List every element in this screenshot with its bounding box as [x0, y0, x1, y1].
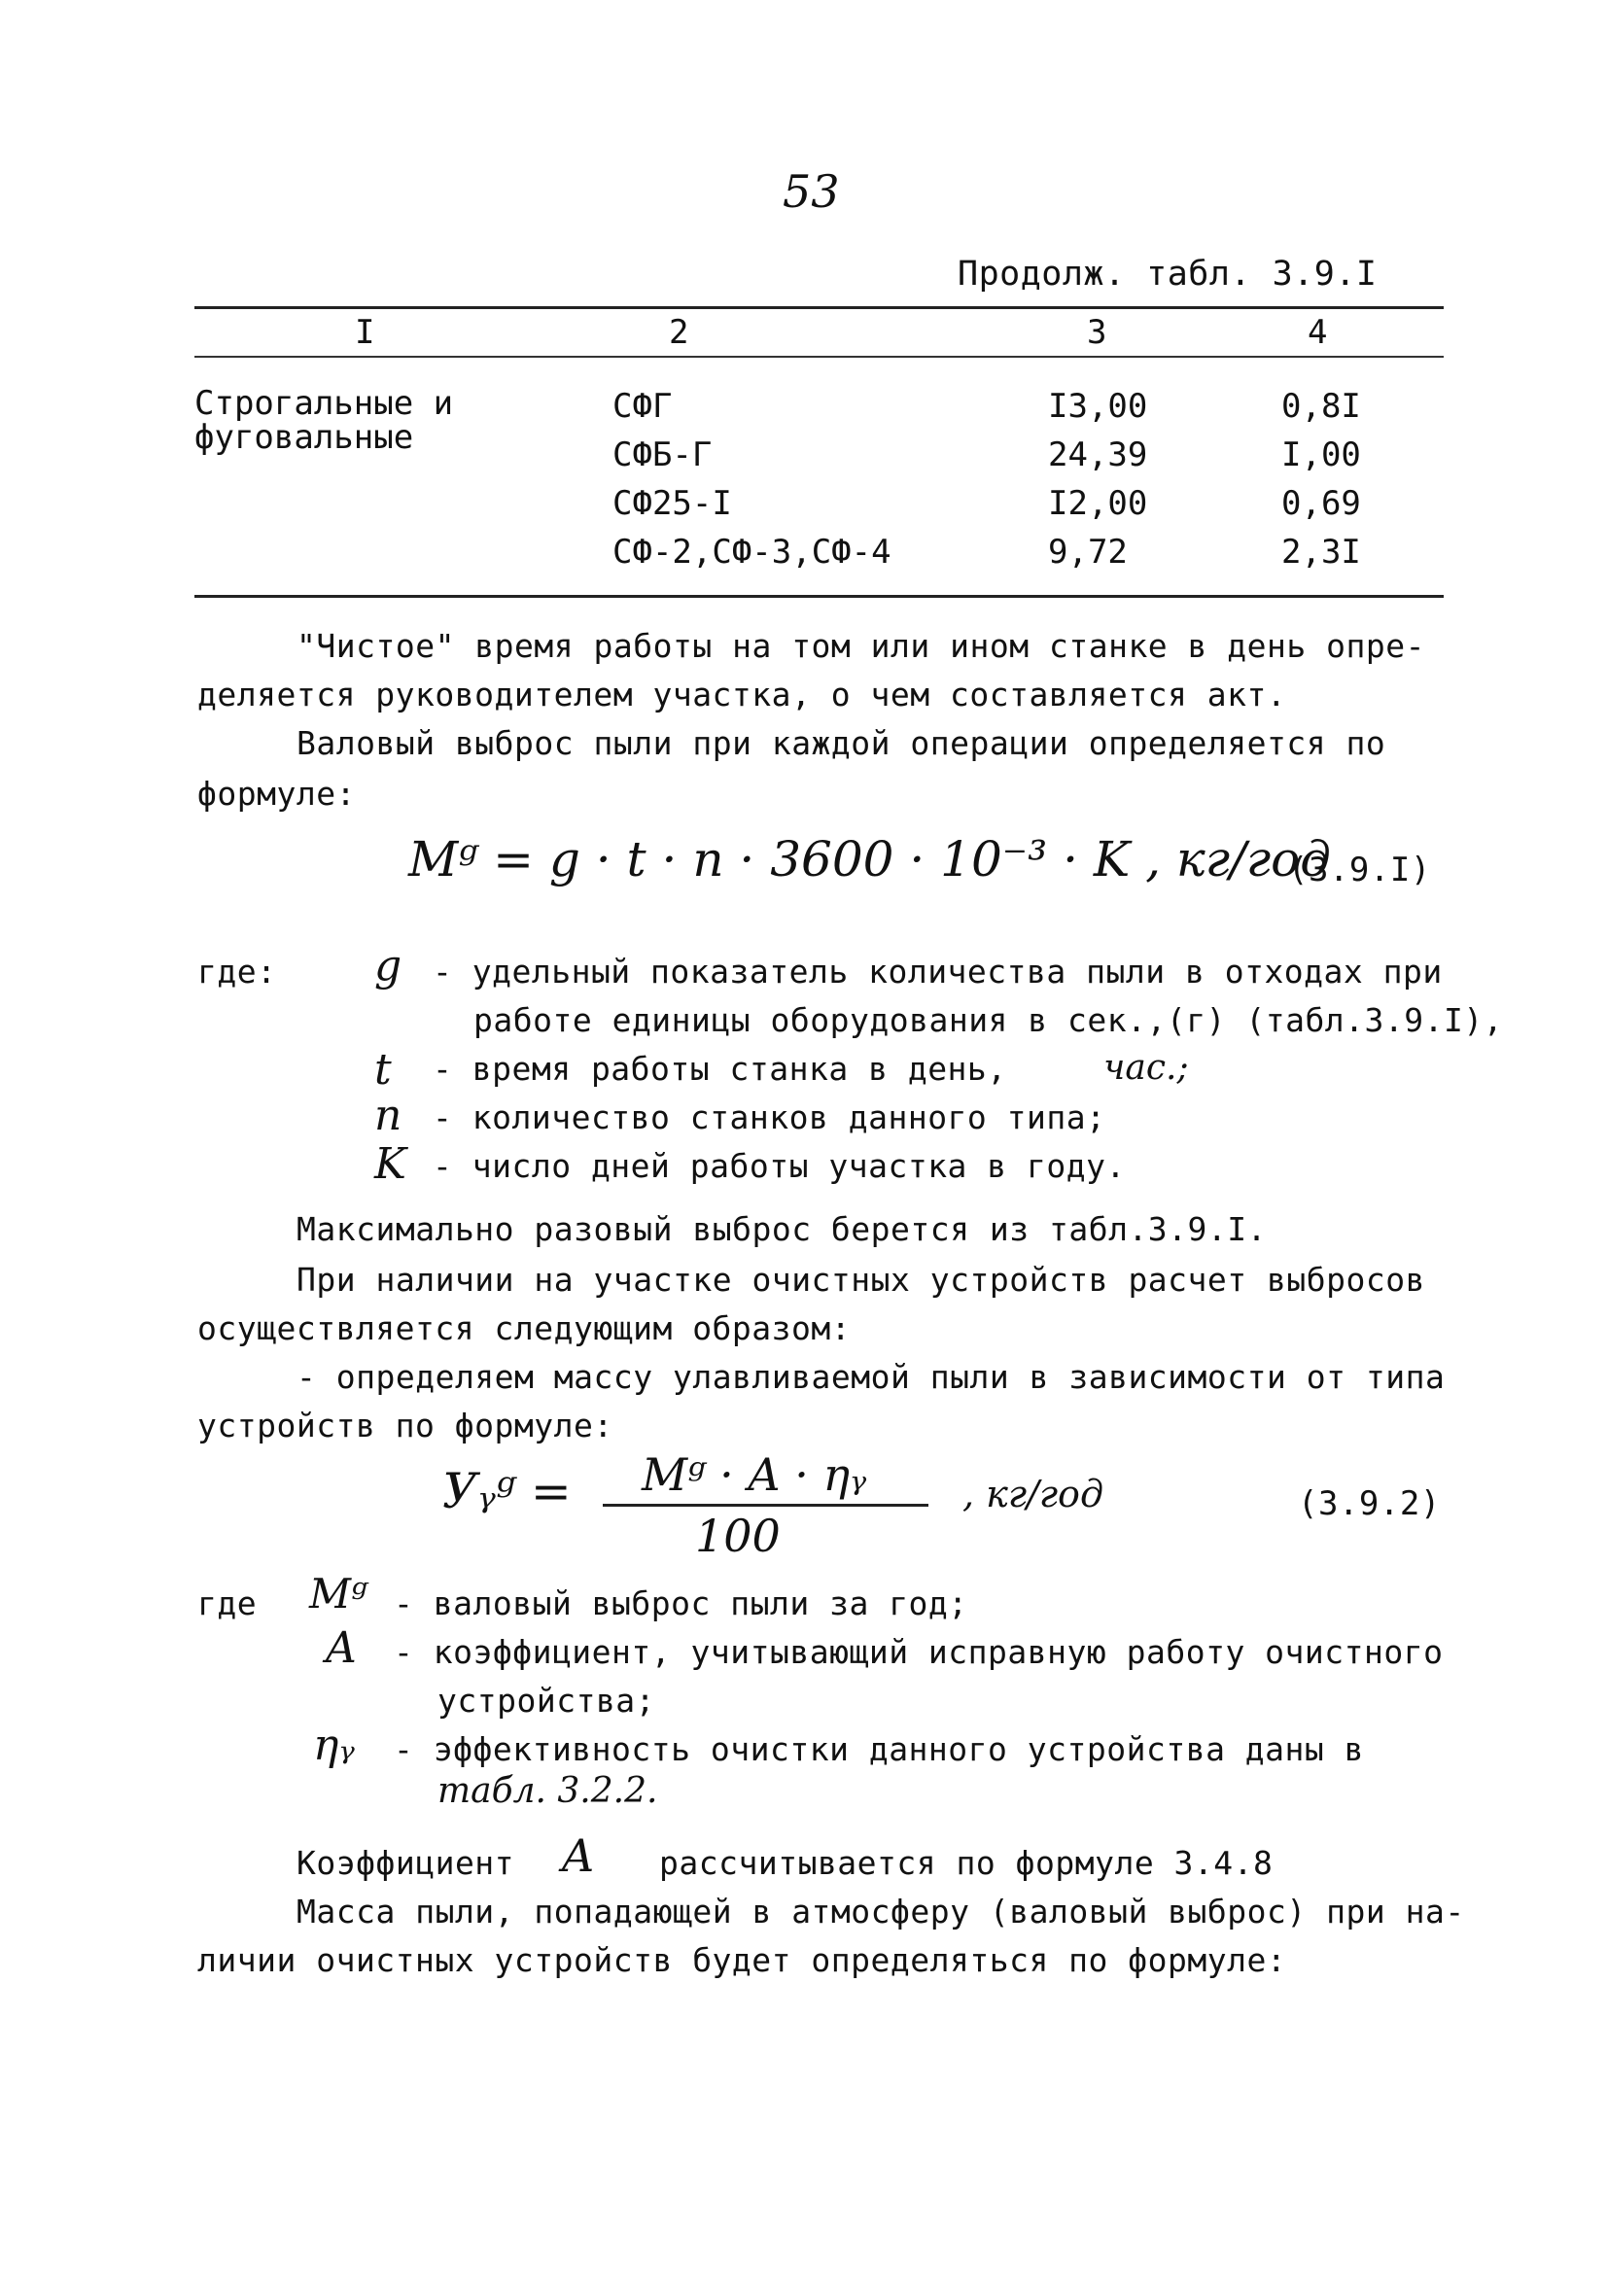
where-item-text: - удельный показатель количества пыли в отходах при: [433, 953, 1443, 991]
table-cell-model: СФ25-I: [612, 484, 732, 523]
table-cell-value: I,00: [1281, 435, 1361, 474]
paragraph-line: Валовый выброс пыли при каждой операции определяется по: [297, 724, 1386, 762]
where-label: где: [197, 1584, 258, 1622]
symbol-k: K: [374, 1139, 406, 1189]
symbol-n: n: [374, 1091, 402, 1140]
formula-unit: , кг/год: [962, 1473, 1104, 1515]
table-caption: Продолж. табл. 3.9.I: [958, 255, 1378, 294]
paragraph-line: осуществляется следующим образом:: [197, 1309, 852, 1347]
paragraph-line: рассчитывается по формуле 3.4.8: [659, 1844, 1274, 1882]
formula-number: (3.9.2): [1298, 1484, 1441, 1523]
fraction-bar: [603, 1504, 928, 1507]
handwritten-unit: час.;: [1103, 1048, 1189, 1088]
table-cell-model: СФ-2,СФ-3,СФ-4: [612, 533, 891, 572]
table-cell-value: 0,69: [1281, 484, 1361, 523]
paragraph-line: Масса пыли, попадающей в атмосферу (валовый выброс) при на-: [297, 1893, 1465, 1931]
symbol-t: t: [374, 1045, 392, 1095]
formula-lhs: Уᵧᵍ =: [442, 1463, 572, 1519]
where-item-text: - время работы станка в день,: [433, 1050, 1007, 1088]
where-item-text: - коэффициент, учитывающий исправную работу очистного: [394, 1633, 1444, 1671]
table-header-4: 4: [1308, 313, 1328, 352]
paragraph-line: Коэффициент: [297, 1844, 515, 1882]
formula-numerator: Mᵍ · A · ηᵧ: [642, 1448, 867, 1501]
table-cell-value: I2,00: [1048, 484, 1148, 523]
handwritten-table-ref: табл. 3.2.2.: [437, 1771, 658, 1811]
table-cell-value: 24,39: [1048, 435, 1148, 474]
table-cell-value: 0,8I: [1281, 387, 1361, 426]
table-header-2: 2: [669, 313, 689, 352]
paragraph-line: деляется руководителем участка, о чем составляется акт.: [197, 676, 1287, 713]
where-item-text: устройства;: [437, 1682, 656, 1720]
symbol-g: g: [374, 941, 402, 991]
table-cell-value: 9,72: [1048, 533, 1128, 572]
page-number: 53: [783, 165, 840, 218]
symbol-m: Mᵍ: [309, 1570, 367, 1618]
where-item-text: - число дней работы участка в году.: [433, 1147, 1126, 1185]
where-item-text: - валовый выброс пыли за год;: [394, 1584, 968, 1622]
paragraph-line: Максимально разовый выброс берется из табл.3.9.I.: [297, 1210, 1268, 1248]
where-label: где:: [197, 953, 277, 991]
paragraph-line: устройств по формуле:: [197, 1407, 613, 1444]
formula-number: (3.9.I): [1288, 851, 1431, 889]
paragraph-line: При наличии на участке очистных устройств расчет выбросов: [297, 1261, 1425, 1299]
formula-denominator: 100: [695, 1510, 781, 1562]
table-header-rule: [194, 356, 1444, 358]
table-top-rule: [194, 306, 1444, 309]
formula-3-9-1: Mᵍ = g · t · n · 3600 · 10⁻³ · K , кг/год: [408, 831, 1331, 887]
paragraph-line: - определяем массу улавливаемой пыли в зависимости от типа: [297, 1358, 1446, 1396]
where-item-text: работе единицы оборудования в сек.,(г) (табл.3.9.I),: [473, 1001, 1504, 1039]
symbol-a: A: [326, 1623, 357, 1673]
table-cell-value: 2,3I: [1281, 533, 1361, 572]
table-header-3: 3: [1087, 313, 1107, 352]
paragraph-line: "Чистое" время работы на том или ином станке в день опре-: [297, 627, 1425, 665]
table-operation-line1: Строгальные и: [194, 384, 454, 423]
paragraph-line: формуле:: [197, 775, 356, 813]
symbol-eta: ηᵧ: [313, 1721, 355, 1770]
where-item-text: - эффективность очистки данного устройства даны в: [394, 1730, 1365, 1768]
table-bottom-rule: [194, 595, 1444, 598]
table-cell-value: I3,00: [1048, 387, 1148, 426]
table-operation-line2: фуговальные: [194, 418, 414, 457]
table-cell-model: СФГ: [612, 387, 673, 426]
table-cell-model: СФБ-Г: [612, 435, 713, 474]
symbol-a: A: [562, 1829, 595, 1882]
where-item-text: - количество станков данного типа;: [433, 1098, 1106, 1136]
table-header-1: I: [355, 313, 375, 352]
paragraph-line: личии очистных устройств будет определяться по формуле:: [197, 1941, 1287, 1979]
